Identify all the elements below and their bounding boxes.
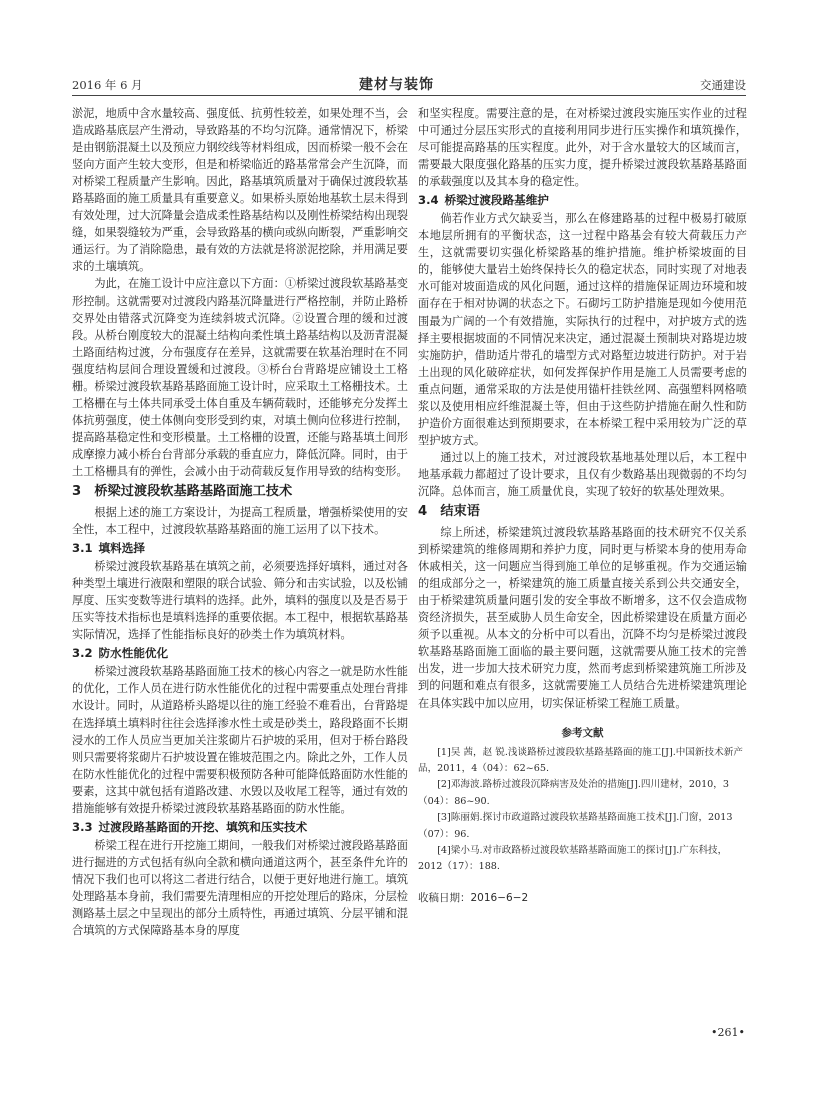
reference-item: [3]陈丽娟.探讨市政道路过渡段软基路基路面施工技术[J].门窗，2013（07）：96. bbox=[418, 812, 733, 840]
reference-item: [4]梁小马.对市政路桥过渡段软基路基路面施工的探讨[J].广东科技，2012（17）：188. bbox=[418, 844, 728, 873]
section-3-4-summary-paragraph: 通过以上的施工技术，对过渡段软基地基处理以后，本工程中地基承载力都超过了设计要求，且仅有少数路基出现微弱的不均匀沉降。总体而言，施工质量优良，实现了较好的软基处理效果。 bbox=[418, 450, 747, 498]
section-3-1-title: 填料选择 bbox=[98, 541, 145, 556]
section-3-heading: 3 桥梁过渡段软基路基路面施工技术 bbox=[72, 484, 293, 500]
design-paragraph: 为此，在施工设计中应注意以下方面：①桥梁过渡段软基路基变形控制。这就需要对过渡段内路基沉降量进行严格控制，并防止路桥交界处由错落式沉降变为连续斜坡式沉降。②设置合理的缓和过渡段。从桥台刚度较大的混凝土结构向柔性填土路基结构以及沥青混凝土路面结构过渡，分布强度存在差异，这就需要在软基治理时在不同强度结构层间合理设置缓和过渡段。③桥台台背路堤应铺设土工格栅。桥梁过渡段软基路基路面施工设计时，应采取土工格栅技术。土工格栅在与土体共同承受土体自重及车辆荷载时，还能够充分发挥土体抗剪强度，使土体侧向变形受到约束，对填土侧向位移进行控制，提高路基稳定性和变形模量。土工格栅的设置，还能与路基填土间形成摩擦力减小桥台台背部分承载的垂直应力，降低沉降。同时，由于土工格栅具有的弹性，会减小由于动荷载反复作用导致的结构变形。 bbox=[72, 277, 408, 478]
journal-logo bbox=[359, 74, 434, 94]
section-3-2-title: 防水性能优化 bbox=[98, 646, 169, 661]
section-3-2-paragraph: 桥梁过渡段软基路基路面施工技术的核心内容之一就是防水性能的优化，工作人员在进行防水性能优化的过程中需要重点处理台背排水设计。同时，从道路桥头路堤以往的施工经验不难看出，台背路堤在选择填土填料时往往会选择渗水性土或是砂类土，路段路面不长期浸水的工作人员应当更加关注浆砌片石护坡的采用，但对于桥台路段则只需要将浆砌片石护坡设置在锥坡范围之内。除此之外，工作人员在防水性能优化的过程中需要积极预防各种可能降低路面防水性能的要素，这其中就包括有道路改建、水毁以及收尾工程等，通过有效的措施能够有效提升桥梁过渡段软基路基路面的防水性能。 bbox=[72, 665, 408, 815]
conclusion-paragraph: 综上所述，桥梁建筑过渡段软基路基路面的技术研究不仅关系到桥梁建筑的维修周期和养护力度，同时更与桥梁本身的使用寿命休戚相关，这一问题应当得到施工单位的足够重视。作为交通运输的组成部分之一，桥梁建筑的施工质量直接关系到公共交通安全，由于桥梁建筑质量问题引发的安全事故不断增多，这不仅会造成物资经济损失，甚至威胁人员生命安全，因此桥梁建设在质量方面必须予以重视。从本文的分析中可以看出，沉降不均匀是桥梁过渡段软基路基路面施工面临的最主要问题，这就需要从施工技术的完善出发，进一步加大技术研究力度，然而考虑到桥梁建筑施工所涉及到的问题和难点有很多，这就需要施工人员结合先进桥梁建筑理论在具体实践中加以应用，切实保证桥梁工程施工质量。 bbox=[418, 526, 747, 710]
section-3-3-title: 过渡段路基路面的开挖、填筑和压实技术 bbox=[98, 819, 308, 834]
section-3-1-number: 3.1 bbox=[72, 541, 93, 556]
section-3-4-heading bbox=[418, 191, 747, 209]
reference-item: [1]吴 茜，赵 锐.浅谈路桥过渡段软基路基路面的施工[J].中国新技术新产品，2011，4（04）：62~65. bbox=[418, 746, 743, 774]
section-name: 交通建设 bbox=[700, 78, 746, 92]
intro-paragraph: 淤泥，地质中含水量较高、强度低、抗剪性较差，如果处理不当，会造成路基底层产生滑动，导致路基的不均匀沉降。通常情况下，桥梁是由钢筋混凝土以及预应力钢绞线等材料组成，因而桥梁一般不会在竖向方面产生较大变形，但是和桥梁临近的路基常常会产生沉降，而对桥梁工程质量产生影响。因此，路基填筑质量对于确保过渡段软基路基路面的施工质量具有重要意义。如果桥头原始地基软土层未得到有效处理，过大沉降量会造成柔性路基结构以及刚性桥梁结构出现裂缝，如果裂缝较为严重，会导致路基的横向或纵向断裂，严重影响交通运行。为了消除隐患，最有效的方法就是将淤泥挖除，并用满足要求的土壤填筑。 bbox=[72, 107, 408, 274]
page-number: •261• bbox=[711, 1026, 745, 1039]
section-3-3-number: 3.3 bbox=[72, 819, 93, 834]
section-3-4-title: 桥梁过渡段路基维护 bbox=[444, 193, 549, 208]
section-3-3-paragraph: 桥梁工程在进行开挖施工期间，一般我们对桥梁过渡段路基路面进行掘进的方式包括有纵向全款和横向通道这两个，甚至条件允许的情况下我们也可以将这二者进行结合，以便于更好地进行施工。填筑处理路基本身前，我们需要先清理相应的开挖处理后的路床，分层检测路基土层之中呈现出的部分土质特性，再通过填筑、分层平铺和混合填筑的方式保障路基本身的厚度 bbox=[72, 838, 408, 938]
header-divider bbox=[72, 95, 746, 96]
issue-date: 2016 年 6 月 bbox=[72, 78, 143, 92]
section-3-paragraph: 根据上述的施工方案设计，为提高工程质量，增强桥梁使用的安全性，本工程中，过渡段软基路基路面的施工运用了以下技术。 bbox=[72, 506, 408, 537]
received-date: 收稿日期：2016−6−2 bbox=[418, 891, 529, 904]
section-3-1-paragraph: 桥梁过渡段软基路基在填筑之前，必须要选择好填料，通过对各种类型土壤进行液限和塑限的联合试验、筛分和击实试验，以及松铺厚度、压实变数等进行填料的选择。此外，填料的强度以及是否易于压实等技术指标也是填料选择的重要依据。本工程中，根据软基路基实际情况，选择了性能指标良好的砂类土作为填筑材料。 bbox=[72, 560, 408, 642]
left-column bbox=[72, 105, 408, 939]
section-3-3-heading bbox=[72, 818, 408, 836]
journal-name: 建材与装饰 bbox=[359, 77, 434, 93]
reference-item: [2]邓海波.路桥过渡段沉降病害及处治的措施[J].四川建材，2010，3（04）：86~90. bbox=[418, 779, 729, 807]
section-3-2-heading bbox=[72, 644, 408, 662]
right-column bbox=[418, 105, 747, 907]
continued-paragraph: 和坚实程度。需要注意的是，在对桥梁过渡段实施压实作业的过程中可通过分层压实形式的直接利用同步进行压实操作和填筑操作，尽可能提高路基的压实程度。此外，对于含水量较大的区域而言，需要最大限度强化路基的压实力度，提升桥梁过渡段软基路基路面的承载强度以及其本身的稳定性。 bbox=[418, 107, 747, 189]
section-3-4-number: 3.4 bbox=[418, 193, 439, 208]
section-4-heading: 4 结束语 bbox=[418, 504, 480, 520]
section-3-4-paragraph: 倘若作业方式欠缺妥当，那么在修建路基的过程中极易打破原本地层所拥有的平衡状态，这一过程中路基会有较大荷载压力产生，这就需要切实强化桥梁路基的维护措施。维护桥梁坡面的目的，能够使大量岩土始终保持长久的稳定状态，同时实现了对地表水可能对坡面造成的风化问题，通过这样的措施保证周边环境和坡面存在于相对协调的状态之下。石砌圬工防护措施是现如今使用范围最为广阔的一个有效措施，实际执行的过程中，对护坡方式的选择主要根据坡面的不同情况来决定，通过混凝土预制块对路堤边坡实施防护，借助适片带孔的墙型方式对路堑边坡进行防护。对于岩土出现的风化破碎症状，如何发挥保护作用是施工人员需要考虑的重点问题，通常采取的方法是使用锚杆挂铁丝网、高强塑料网格喷浆以及使用相应纤维混凝土等，但由于这些防护措施在耐久性和防护造价方面很难达到预期要求，在本桥梁工程中采用较为广泛的草型护坡方式。 bbox=[418, 212, 747, 447]
section-3-2-number: 3.2 bbox=[72, 646, 93, 661]
references-title: 参考文献 bbox=[561, 726, 604, 739]
section-3-1-heading bbox=[72, 539, 408, 557]
